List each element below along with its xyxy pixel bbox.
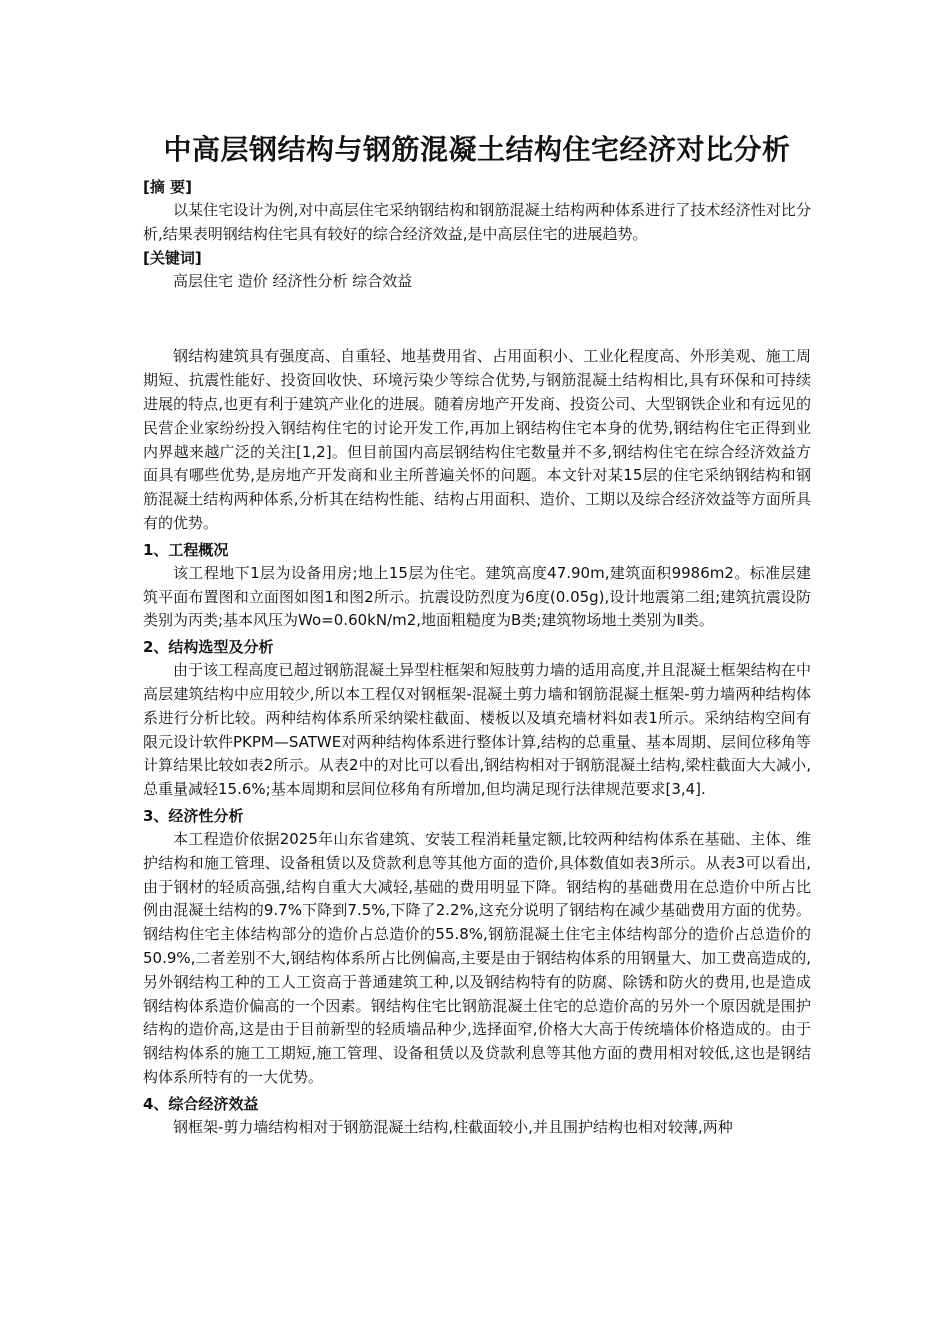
abstract-text: 以某住宅设计为例,对中高层住宅采纳钢结构和钢筋混凝土结构两种体系进行了技术经济性对比分析,结果表明钢结构住宅具有较好的综合经济效益,是中高层住宅的进展趋势。 [143, 201, 811, 243]
keywords-label: [关键词] [143, 248, 202, 267]
section-heading-4: 4、综合经济效益 [143, 1094, 259, 1113]
section-heading-3: 3、经济性分析 [143, 806, 244, 825]
section-heading-1: 1、工程概况 [143, 540, 229, 559]
section-paragraph-2: 由于该工程高度已超过钢筋混凝土异型柱框架和短肢剪力墙的适用高度,并且混凝土框架结构在中高层建筑结构中应用较少,所以本工程仅对钢框架-混凝土剪力墙和钢筋混凝土框架-剪力墙两种结构体系进行分析比较。两种结构体系所采纳梁柱截面、楼板以及填充墙材料如表1所示。采纳结构空间有限元设计软件PKPM—SATWE对两种结构体系进行整体计算,结构的总重量、基本周期、层间位移角等计算结果比较如表2所示。从表2中的对比可以看出,钢结构相对于钢筋混凝土结构,梁柱截面大大减小,总重量减轻15.6%;基本周期和层间位移角有所增加,但均满足现行法律规范要求[3,4]. [143, 661, 812, 799]
abstract-label: [摘 要] [143, 178, 192, 196]
document-page [143, 128, 811, 1140]
section-paragraph-1: 该工程地下1层为设备用房;地上15层为住宅。建筑高度47.90m,建筑面积9986m2。标准层建筑平面布置图和立面图如图1和图2所示。抗震设防烈度为6度(0.05g),设计地震第二组;建筑抗震设防类别为丙类;基本风压为Wo=0.60kN/m2,地面粗糙度为B类;建筑物场地土类别为Ⅱ类。 [143, 563, 811, 630]
section-paragraph-4: 钢框架-剪力墙结构相对于钢筋混凝土结构,柱截面较小,并且围护结构也相对较薄,两种 [173, 1117, 733, 1136]
section-paragraph-3: 本工程造价依据2025年山东省建筑、安装工程消耗量定额,比较两种结构体系在基础、主体、维护结构和施工管理、设备租赁以及贷款利息等其他方面的造价,具体数值如表3所示。从表3可以看出,由于钢材的轻质高强,结构自重大大减轻,基础的费用明显下降。钢结构的基础费用在总造价中所占比例由混凝土结构的9.7%下降到7.5%,下降了2.2%,这充分说明了钢结构在减少基础费用方面的优势。钢结构住宅主体结构部分的造价占总造价的55.8%,钢筋混凝土住宅主体结构部分的造价占总造价的50.9%,二者差别不大,钢结构体系所占比例偏高,主要是由于钢结构体系的用钢量大、加工费高造成的,另外钢结构工种的工人工资高于普通建筑工种,以及钢结构特有的防腐、除锈和防火的费用,也是造成钢结构体系造价偏高的一个因素。钢结构住宅比钢筋混凝土住宅的总造价高的另外一个原因就是围护结构的造价高,这是由于目前新型的轻质墙品种少,选择面窄,价格大大高于传统墙体价格造成的。由于钢结构体系的施工工期短,施工管理、设备租赁以及贷款利息等其他方面的费用相对较低,这也是钢结构体系所特有的一大优势。 [143, 829, 811, 1086]
document-title: 中高层钢结构与钢筋混凝土结构住宅经济对比分析 [163, 133, 791, 166]
section-heading-2: 2、结构选型及分析 [143, 638, 274, 657]
keywords-text: 高层住宅 造价 经济性分析 综合效益 [173, 271, 413, 290]
intro-paragraph: 钢结构建筑具有强度高、自重轻、地基费用省、占用面积小、工业化程度高、外形美观、施工周期短、抗震性能好、投资回收快、环境污染少等综合优势,与钢筋混凝土结构相比,具有环保和可持续进展的特点,也更有利于建筑产业化的进展。随着房地产开发商、投资公司、大型钢铁企业和有远见的民营企业家纷纷投入钢结构住宅的讨论开发工作,再加上钢结构住宅本身的优势,钢结构住宅正得到业内界越来越广泛的关注[1,2]。但目前国内高层钢结构住宅数量并不多,钢结构住宅在综合经济效益方面具有哪些优势,是房地产开发商和业主所普遍关怀的问题。本文针对某15层的住宅采纳钢结构和钢筋混凝土结构两种体系,分析其在结构性能、结构占用面积、造价、工期以及综合经济效益等方面所具有的优势。 [143, 347, 811, 532]
